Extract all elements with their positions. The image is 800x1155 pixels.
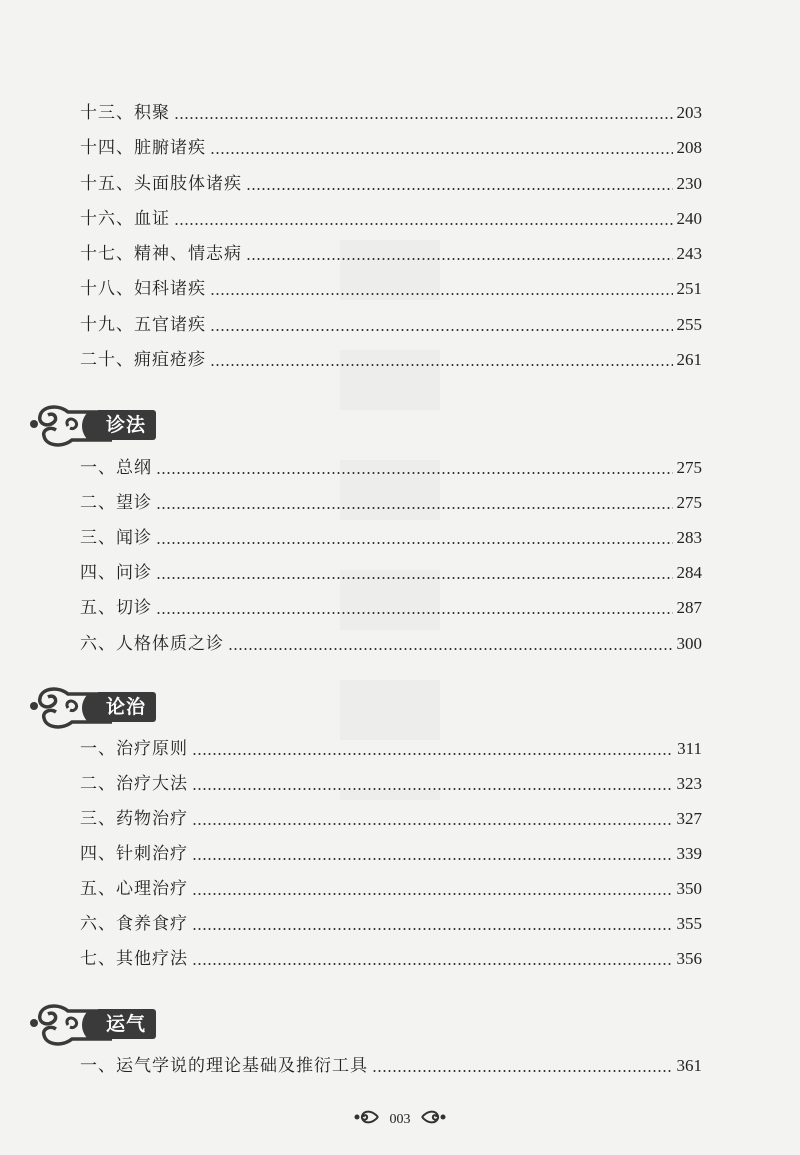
toc-entry[interactable] — [80, 129, 702, 159]
toc-entry-title: 五、切诊 — [80, 598, 152, 618]
dot-leader — [156, 507, 673, 509]
toc-entry[interactable] — [80, 730, 702, 760]
toc-entry[interactable] — [80, 94, 702, 124]
toc-entry-page: 284 — [676, 563, 702, 582]
toc-entry-title: 十五、头面肢体诸疾 — [80, 174, 242, 194]
section-title: 诊法 — [98, 410, 156, 440]
toc-entry[interactable] — [80, 341, 702, 371]
toc-entry-title: 十四、脏腑诸疾 — [80, 138, 206, 158]
toc-entry-page: 311 — [677, 739, 702, 758]
toc-entry-page: 275 — [676, 493, 702, 512]
toc-entry-title: 二、治疗大法 — [80, 774, 188, 794]
toc-entry-page: 230 — [676, 174, 702, 193]
toc-entry-title: 十六、血证 — [80, 209, 170, 229]
dot-leader — [210, 152, 673, 154]
dot-leader — [192, 858, 673, 860]
toc-entry[interactable] — [80, 835, 702, 865]
toc-entry-page: 208 — [676, 138, 702, 157]
page-number: 003 — [389, 1111, 411, 1127]
dot-leader — [174, 117, 673, 119]
dot-leader — [192, 753, 673, 755]
dot-leader — [192, 928, 673, 930]
toc-entry-page: 355 — [676, 914, 702, 933]
dot-leader — [192, 823, 673, 825]
toc-entry[interactable] — [80, 519, 702, 549]
toc-entry-page: 327 — [676, 809, 702, 828]
scroll-ornament-icon — [420, 1108, 446, 1131]
toc-entry-title: 一、运气学说的理论基础及推衍工具 — [80, 1056, 368, 1076]
toc-entry-title: 一、治疗原则 — [80, 739, 188, 759]
toc-entry-title: 十九、五官诸疾 — [80, 315, 206, 335]
dot-leader — [246, 188, 673, 190]
toc-entry-title: 二十、痈疽疮疹 — [80, 350, 206, 370]
dot-leader — [372, 1070, 673, 1072]
toc-entry[interactable] — [80, 870, 702, 900]
toc-entry[interactable] — [80, 625, 702, 655]
toc-entry-page: 255 — [676, 315, 702, 334]
toc-entry-page: 203 — [676, 103, 702, 122]
toc-entry-page: 356 — [676, 949, 702, 968]
dot-leader — [192, 963, 673, 965]
section-header — [28, 684, 168, 732]
toc-entry-page: 251 — [676, 279, 702, 298]
section-title: 论治 — [98, 692, 156, 722]
toc-entry-page: 339 — [676, 844, 702, 863]
toc-entry-page: 275 — [676, 458, 702, 477]
toc-entry-page: 350 — [676, 879, 702, 898]
toc-entry[interactable] — [80, 1047, 702, 1077]
toc-entry-title: 三、药物治疗 — [80, 809, 188, 829]
toc-entry[interactable] — [80, 484, 702, 514]
dot-leader — [228, 648, 673, 650]
dot-leader — [156, 542, 673, 544]
section-header — [28, 1001, 168, 1049]
dot-leader — [192, 893, 673, 895]
toc-entry-title: 五、心理治疗 — [80, 879, 188, 899]
toc-entry-page: 323 — [676, 774, 702, 793]
toc-entry[interactable] — [80, 270, 702, 300]
toc-entry-page: 243 — [676, 244, 702, 263]
dot-leader — [210, 329, 673, 331]
toc-entry-title: 二、望诊 — [80, 493, 152, 513]
toc-entry[interactable] — [80, 905, 702, 935]
toc-entry[interactable] — [80, 940, 702, 970]
toc-entry-title: 六、人格体质之诊 — [80, 634, 224, 654]
dot-leader — [174, 223, 673, 225]
page-footer — [0, 1108, 800, 1131]
toc-entry[interactable] — [80, 200, 702, 230]
section-header — [28, 402, 168, 450]
toc-entry-title: 三、闻诊 — [80, 528, 152, 548]
scroll-ornament-icon — [354, 1108, 380, 1131]
section-title: 运气 — [98, 1009, 156, 1039]
toc-entry-page: 261 — [676, 350, 702, 369]
toc-entry-title: 四、针刺治疗 — [80, 844, 188, 864]
toc-entry[interactable] — [80, 765, 702, 795]
toc-entry-title: 四、问诊 — [80, 563, 152, 583]
toc-entry-page: 287 — [676, 598, 702, 617]
toc-entry-title: 六、食养食疗 — [80, 914, 188, 934]
dot-leader — [210, 364, 673, 366]
toc-entry-page: 300 — [676, 634, 702, 653]
toc-entry[interactable] — [80, 589, 702, 619]
dot-leader — [156, 577, 673, 579]
dot-leader — [156, 612, 673, 614]
toc-entry-title: 十三、积聚 — [80, 103, 170, 123]
toc-entry[interactable] — [80, 306, 702, 336]
toc-entry-title: 七、其他疗法 — [80, 949, 188, 969]
dot-leader — [210, 293, 673, 295]
toc-entry-title: 十七、精神、情志病 — [80, 244, 242, 264]
dot-leader — [156, 472, 673, 474]
toc-entry[interactable] — [80, 235, 702, 265]
toc-entry[interactable] — [80, 165, 702, 195]
toc-entry[interactable] — [80, 800, 702, 830]
toc-entry[interactable] — [80, 554, 702, 584]
toc-entry-title: 十八、妇科诸疾 — [80, 279, 206, 299]
toc-entry-page: 361 — [676, 1056, 702, 1075]
toc-entry-page: 283 — [676, 528, 702, 547]
toc-entry-title: 一、总纲 — [80, 458, 152, 478]
dot-leader — [192, 788, 673, 790]
dot-leader — [246, 258, 673, 260]
toc-entry-page: 240 — [676, 209, 702, 228]
toc-entry[interactable] — [80, 449, 702, 479]
